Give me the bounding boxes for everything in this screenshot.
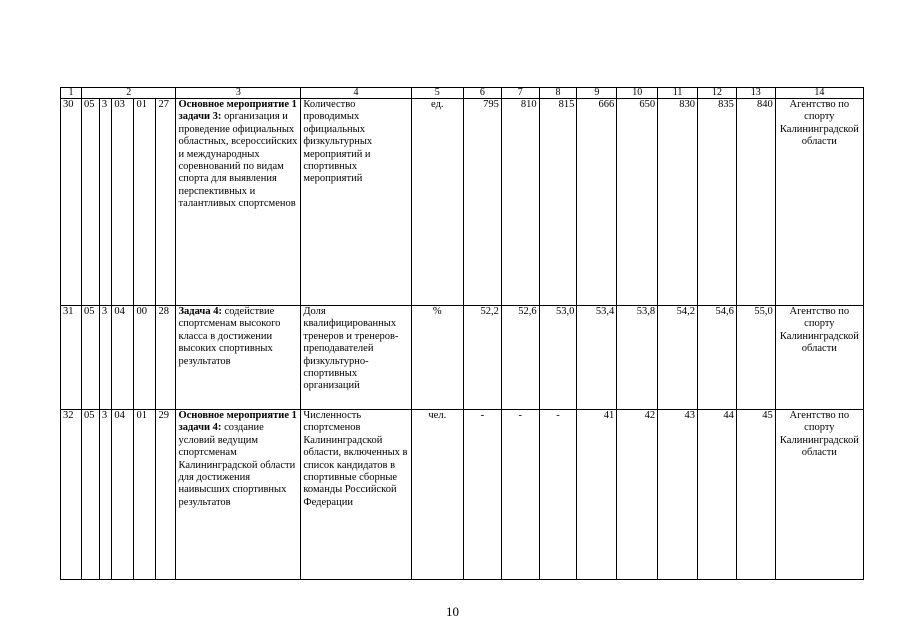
code-cell: 04 bbox=[112, 306, 134, 410]
value-cell: - bbox=[539, 410, 577, 580]
value-cell: 41 bbox=[577, 410, 617, 580]
value-cell: 666 bbox=[577, 99, 617, 306]
value-cell: 45 bbox=[736, 410, 775, 580]
code-cell: 3 bbox=[99, 410, 112, 580]
value-cell: 52,6 bbox=[501, 306, 539, 410]
value-cell: 650 bbox=[617, 99, 658, 306]
unit-cell: ед. bbox=[411, 99, 463, 306]
value-cell: 53,8 bbox=[617, 306, 658, 410]
value-cell: 840 bbox=[736, 99, 775, 306]
value-cell: 53,0 bbox=[539, 306, 577, 410]
code-cell: 05 bbox=[81, 410, 99, 580]
task-text: организация и проведение официальных областных, всероссийских и международных соревнований по видам спорта для выявления перспективных и талантливых спортсменов bbox=[178, 111, 298, 210]
value-cell: 52,2 bbox=[464, 306, 502, 410]
executor-cell: Агентство по спорту Калининградской области bbox=[775, 99, 863, 306]
task-title: Задача 4: bbox=[178, 306, 222, 317]
task-text: создание условий ведущим спортсменам Калининградской области для достижения наивысших спортивных результатов bbox=[178, 422, 296, 508]
value-cell: 42 bbox=[617, 410, 658, 580]
value-cell: 43 bbox=[658, 410, 698, 580]
header-cell: 4 bbox=[301, 88, 411, 99]
unit-cell: чел. bbox=[411, 410, 463, 580]
row-number: 32 bbox=[61, 410, 82, 580]
value-cell: - bbox=[464, 410, 502, 580]
executor-cell: Агентство по спорту Калининградской области bbox=[775, 306, 863, 410]
value-cell: 55,0 bbox=[736, 306, 775, 410]
program-table bbox=[60, 87, 864, 580]
value-cell: 44 bbox=[698, 410, 737, 580]
header-cell: 3 bbox=[176, 88, 301, 99]
header-cell: 6 bbox=[464, 88, 502, 99]
header-row bbox=[61, 88, 864, 99]
code-cell: 01 bbox=[134, 99, 156, 306]
row-number: 31 bbox=[61, 306, 82, 410]
code-cell: 03 bbox=[112, 99, 134, 306]
header-cell: 10 bbox=[617, 88, 658, 99]
code-cell: 01 bbox=[134, 410, 156, 580]
value-cell: 830 bbox=[658, 99, 698, 306]
value-cell: - bbox=[501, 410, 539, 580]
task-title: Основное мероприятие 1 задачи 3: bbox=[178, 99, 297, 123]
task-cell bbox=[176, 306, 301, 410]
code-cell: 28 bbox=[156, 306, 176, 410]
row-number: 30 bbox=[61, 99, 82, 306]
header-cell: 7 bbox=[501, 88, 539, 99]
code-cell: 00 bbox=[134, 306, 156, 410]
header-cell: 12 bbox=[698, 88, 737, 99]
header-cell: 14 bbox=[775, 88, 863, 99]
header-cell: 2 bbox=[81, 88, 175, 99]
code-cell: 05 bbox=[81, 306, 99, 410]
task-cell bbox=[176, 99, 301, 306]
unit-cell: % bbox=[411, 306, 463, 410]
value-cell: 810 bbox=[501, 99, 539, 306]
table-row bbox=[61, 99, 864, 306]
task-cell bbox=[176, 410, 301, 580]
header-cell: 5 bbox=[411, 88, 463, 99]
value-cell: 54,2 bbox=[658, 306, 698, 410]
value-cell: 53,4 bbox=[577, 306, 617, 410]
table-row bbox=[61, 306, 864, 410]
header-cell: 11 bbox=[658, 88, 698, 99]
value-cell: 835 bbox=[698, 99, 737, 306]
code-cell: 29 bbox=[156, 410, 176, 580]
code-cell: 3 bbox=[99, 306, 112, 410]
header-cell: 1 bbox=[61, 88, 82, 99]
code-cell: 3 bbox=[99, 99, 112, 306]
value-cell: 795 bbox=[464, 99, 502, 306]
header-cell: 9 bbox=[577, 88, 617, 99]
header-cell: 8 bbox=[539, 88, 577, 99]
executor-cell: Агентство по спорту Калининградской области bbox=[775, 410, 863, 580]
page-number: 10 bbox=[446, 604, 459, 619]
header-cell: 13 bbox=[736, 88, 775, 99]
table-row bbox=[61, 410, 864, 580]
task-title: Основное мероприятие 1 задачи 4: bbox=[178, 410, 297, 434]
indicator-cell: Количество проводимых официальных физкультурных мероприятий и спортивных мероприятий bbox=[301, 99, 411, 306]
value-cell: 54,6 bbox=[698, 306, 737, 410]
code-cell: 04 bbox=[112, 410, 134, 580]
indicator-cell: Доля квалифицированных тренеров и тренеров-преподавателей физкультурно-спортивных организаций bbox=[301, 306, 411, 410]
code-cell: 27 bbox=[156, 99, 176, 306]
indicator-cell: Численность спортсменов Калининградской области, включенных в список кандидатов в спортивные сборные команды Российской Федерации bbox=[301, 410, 411, 580]
code-cell: 05 bbox=[81, 99, 99, 306]
value-cell: 815 bbox=[539, 99, 577, 306]
task-text: содействие спортсменам высокого класса в достижении высоких спортивных результатов bbox=[178, 306, 281, 367]
